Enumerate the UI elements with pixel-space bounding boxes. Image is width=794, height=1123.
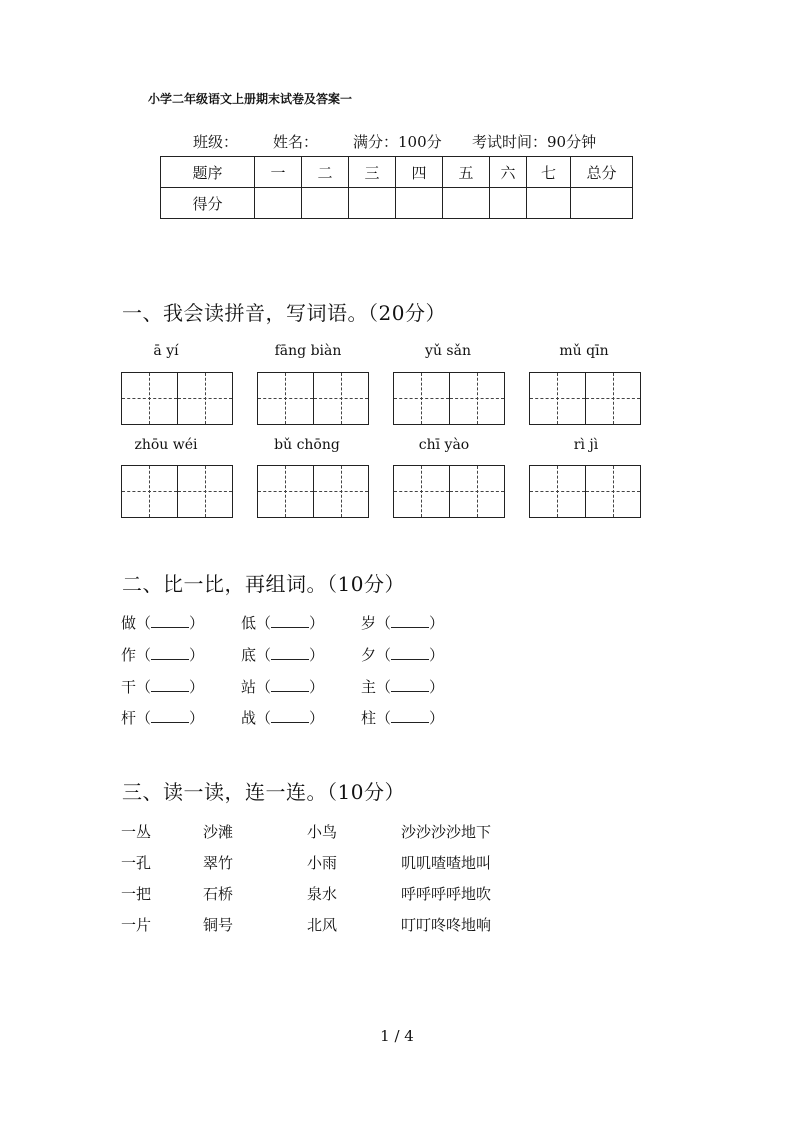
compare-item: 岁（ ） xyxy=(361,614,445,632)
pinyin-label: chī yào xyxy=(418,437,470,453)
character: 做 xyxy=(121,614,137,632)
match-word[interactable]: 铜号 xyxy=(203,916,234,934)
score-cell xyxy=(571,188,633,219)
write-cell[interactable] xyxy=(449,373,504,424)
write-cell[interactable] xyxy=(258,466,313,517)
answer-blank[interactable] xyxy=(151,677,189,692)
character: 夕 xyxy=(361,646,377,664)
answer-blank[interactable] xyxy=(271,613,309,628)
character: 低 xyxy=(241,614,257,632)
score-cell xyxy=(396,188,443,219)
write-cell[interactable] xyxy=(177,466,232,517)
header-cell: 一 xyxy=(255,157,302,188)
match-word[interactable]: 沙沙沙沙地下 xyxy=(401,823,492,841)
section1-heading: 一、我会读拼音，写词语。（20分） xyxy=(122,301,446,325)
tianzige-box[interactable] xyxy=(121,465,233,518)
score-table-score-row xyxy=(161,188,633,219)
header-cell: 六 xyxy=(490,157,527,188)
header-cell: 五 xyxy=(443,157,490,188)
compare-item: 夕（ ） xyxy=(361,646,445,664)
character: 主 xyxy=(361,678,377,696)
match-word[interactable]: 石桥 xyxy=(203,885,234,903)
pinyin-label: mǔ qīn xyxy=(559,343,609,359)
answer-blank[interactable] xyxy=(391,677,429,692)
answer-blank[interactable] xyxy=(151,613,189,628)
compare-item: 做（ ） xyxy=(121,614,205,632)
write-cell[interactable] xyxy=(313,466,368,517)
header-cell: 七 xyxy=(527,157,571,188)
answer-blank[interactable] xyxy=(151,645,189,660)
pinyin-label: fāng biàn xyxy=(274,343,342,359)
write-cell[interactable] xyxy=(530,373,585,424)
compare-item: 柱（ ） xyxy=(361,709,445,727)
compare-item: 底（ ） xyxy=(241,646,325,664)
score-cell xyxy=(527,188,571,219)
tianzige-box[interactable] xyxy=(257,372,369,425)
tianzige-box[interactable] xyxy=(529,372,641,425)
match-word[interactable]: 翠竹 xyxy=(203,854,234,872)
name-label: 姓名： xyxy=(273,133,319,151)
section2-heading: 二、比一比，再组词。（10分） xyxy=(122,572,405,596)
match-word[interactable]: 一把 xyxy=(121,885,152,903)
write-cell[interactable] xyxy=(122,466,177,517)
write-cell[interactable] xyxy=(177,373,232,424)
score-table-header-row xyxy=(161,157,633,188)
pinyin-label: ā yí xyxy=(153,343,179,359)
write-cell[interactable] xyxy=(394,466,449,517)
header-cell: 四 xyxy=(396,157,443,188)
compare-item: 低（ ） xyxy=(241,614,325,632)
compare-item: 站（ ） xyxy=(241,678,325,696)
pinyin-label: rì jì xyxy=(573,437,599,453)
header-cell: 题序 xyxy=(161,157,255,188)
write-cell[interactable] xyxy=(530,466,585,517)
match-word[interactable]: 泉水 xyxy=(307,885,338,903)
character: 杆 xyxy=(121,709,137,727)
character: 站 xyxy=(241,678,257,696)
write-cell[interactable] xyxy=(394,373,449,424)
document-title: 小学二年级语文上册期末试卷及答案一 xyxy=(148,92,353,106)
header-cell: 三 xyxy=(349,157,396,188)
match-word[interactable]: 沙滩 xyxy=(203,823,234,841)
match-word[interactable]: 一片 xyxy=(121,916,152,934)
header-cell: 总分 xyxy=(571,157,633,188)
full-score: 满分：100分 xyxy=(353,133,442,151)
character: 干 xyxy=(121,678,137,696)
character: 作 xyxy=(121,646,137,664)
tianzige-box[interactable] xyxy=(393,372,505,425)
match-word[interactable]: 北风 xyxy=(307,916,338,934)
tianzige-box[interactable] xyxy=(121,372,233,425)
score-table xyxy=(160,156,633,219)
tianzige-box[interactable] xyxy=(393,465,505,518)
answer-blank[interactable] xyxy=(391,708,429,723)
match-word[interactable]: 小鸟 xyxy=(307,823,338,841)
answer-blank[interactable] xyxy=(271,677,309,692)
compare-item: 作（ ） xyxy=(121,646,205,664)
write-cell[interactable] xyxy=(585,466,640,517)
compare-item: 战（ ） xyxy=(241,709,325,727)
character: 柱 xyxy=(361,709,377,727)
pinyin-label: bǔ chōng xyxy=(274,437,340,453)
match-word[interactable]: 叮叮咚咚地响 xyxy=(401,916,492,934)
row-label: 得分 xyxy=(161,188,255,219)
compare-item: 杆（ ） xyxy=(121,709,205,727)
compare-item: 干（ ） xyxy=(121,678,205,696)
answer-blank[interactable] xyxy=(391,613,429,628)
pinyin-label: zhōu wéi xyxy=(134,437,198,453)
write-cell[interactable] xyxy=(258,373,313,424)
match-word[interactable]: 一孔 xyxy=(121,854,152,872)
answer-blank[interactable] xyxy=(271,645,309,660)
answer-blank[interactable] xyxy=(271,708,309,723)
score-cell xyxy=(302,188,349,219)
write-cell[interactable] xyxy=(585,373,640,424)
answer-blank[interactable] xyxy=(391,645,429,660)
page-number: 1 / 4 xyxy=(380,1027,414,1045)
match-word[interactable]: 叽叽喳喳地叫 xyxy=(401,854,492,872)
tianzige-box[interactable] xyxy=(257,465,369,518)
write-cell[interactable] xyxy=(122,373,177,424)
answer-blank[interactable] xyxy=(151,708,189,723)
write-cell[interactable] xyxy=(313,373,368,424)
character: 战 xyxy=(241,709,257,727)
write-cell[interactable] xyxy=(449,466,504,517)
section3-heading: 三、读一读，连一连。（10分） xyxy=(122,780,405,804)
compare-item: 主（ ） xyxy=(361,678,445,696)
class-label: 班级： xyxy=(193,133,239,151)
score-cell xyxy=(349,188,396,219)
match-word[interactable]: 呼呼呼呼地吹 xyxy=(401,885,492,903)
score-cell xyxy=(443,188,490,219)
exam-time: 考试时间：90分钟 xyxy=(472,133,597,151)
match-word[interactable]: 小雨 xyxy=(307,854,338,872)
header-cell: 二 xyxy=(302,157,349,188)
score-cell xyxy=(490,188,527,219)
tianzige-box[interactable] xyxy=(529,465,641,518)
character: 底 xyxy=(241,646,257,664)
score-cell xyxy=(255,188,302,219)
pinyin-label: yǔ sǎn xyxy=(425,343,471,359)
match-word[interactable]: 一丛 xyxy=(121,823,152,841)
character: 岁 xyxy=(361,614,377,632)
